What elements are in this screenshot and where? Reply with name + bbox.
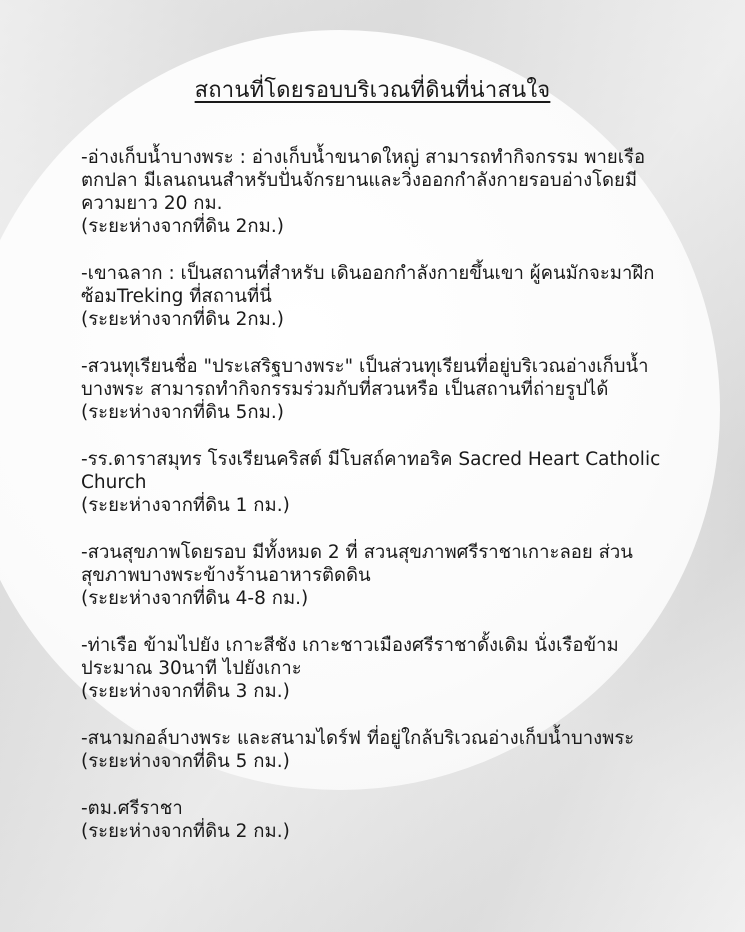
- place-description: -รร.ดาราสมุทร โรงเรียนคริสต์ มีโบสถ์คาทอริค Sacred Heart Catholic Church: [81, 449, 661, 493]
- list-item: [81, 634, 671, 703]
- place-distance: (ระยะห่างจากที่ดิน 4-8 กม.): [81, 588, 309, 609]
- place-description: -ตม.ศรีราชา: [81, 798, 183, 819]
- place-description: -ท่าเรือ ข้ามไปยัง เกาะสีชัง เกาะชาวเมืองศรีราชาดั้งเดิม นั่งเรือข้ามประมาณ 30นาที ไปยังเกาะ: [81, 635, 619, 679]
- place-distance: (ระยะห่างจากที่ดิน 1 กม.): [81, 495, 290, 516]
- place-description: -สวนทุเรียนชื่อ "ประเสริฐบางพระ" เป็นส่วนทุเรียนที่อยู่บริเวณอ่างเก็บน้ำบางพระ สามารถทำกิจกรรมร่วมกับที่สวนหรือ เป็นสถานที่ถ่ายรูปได้: [81, 356, 649, 400]
- place-description: -สนามกอล์บางพระ และสนามไดร์ฟ ที่อยู่ใกล้บริเวณอ่างเก็บน้ำบางพระ: [81, 728, 635, 749]
- place-distance: (ระยะห่างจากที่ดิน 2 กม.): [81, 821, 290, 842]
- place-distance: (ระยะห่างจากที่ดิน 5กม.): [81, 402, 284, 423]
- list-item: [81, 448, 671, 517]
- place-distance: (ระยะห่างจากที่ดิน 3 กม.): [81, 681, 290, 702]
- list-item: [81, 541, 671, 610]
- place-description: -เขาฉลาก : เป็นสถานที่สำหรับ เดินออกกำลังกายขึ้นเขา ผู้คนมักจะมาฝึกซ้อมTreking ที่สถานที่นี่: [81, 263, 655, 307]
- list-item: [81, 146, 671, 238]
- list-item: [81, 727, 671, 773]
- place-distance: (ระยะห่างจากที่ดิน 5 กม.): [81, 751, 290, 772]
- list-item: [81, 355, 671, 424]
- place-distance: (ระยะห่างจากที่ดิน 2กม.): [81, 216, 284, 237]
- place-distance: (ระยะห่างจากที่ดิน 2กม.): [81, 309, 284, 330]
- page-title: สถานที่โดยรอบบริเวณที่ดินที่น่าสนใจ: [194, 78, 551, 103]
- list-item: [81, 262, 671, 331]
- places-list: [81, 146, 671, 867]
- place-description: -อ่างเก็บน้ำบางพระ : อ่างเก็บน้ำขนาดใหญ่ สามารถทำกิจกรรม พายเรือ ตกปลา มีเลนถนนสำหรับปั่นจักรยานและวิ่งออกกำลังกายรอบอ่างโดยมีความยาว 20 กม.: [81, 147, 646, 214]
- list-item: [81, 797, 671, 843]
- place-description: -สวนสุขภาพโดยรอบ มีทั้งหมด 2 ที่ สวนสุขภาพศรีราชาเกาะลอย ส่วนสุขภาพบางพระข้างร้านอาหารติดดิน: [81, 542, 633, 586]
